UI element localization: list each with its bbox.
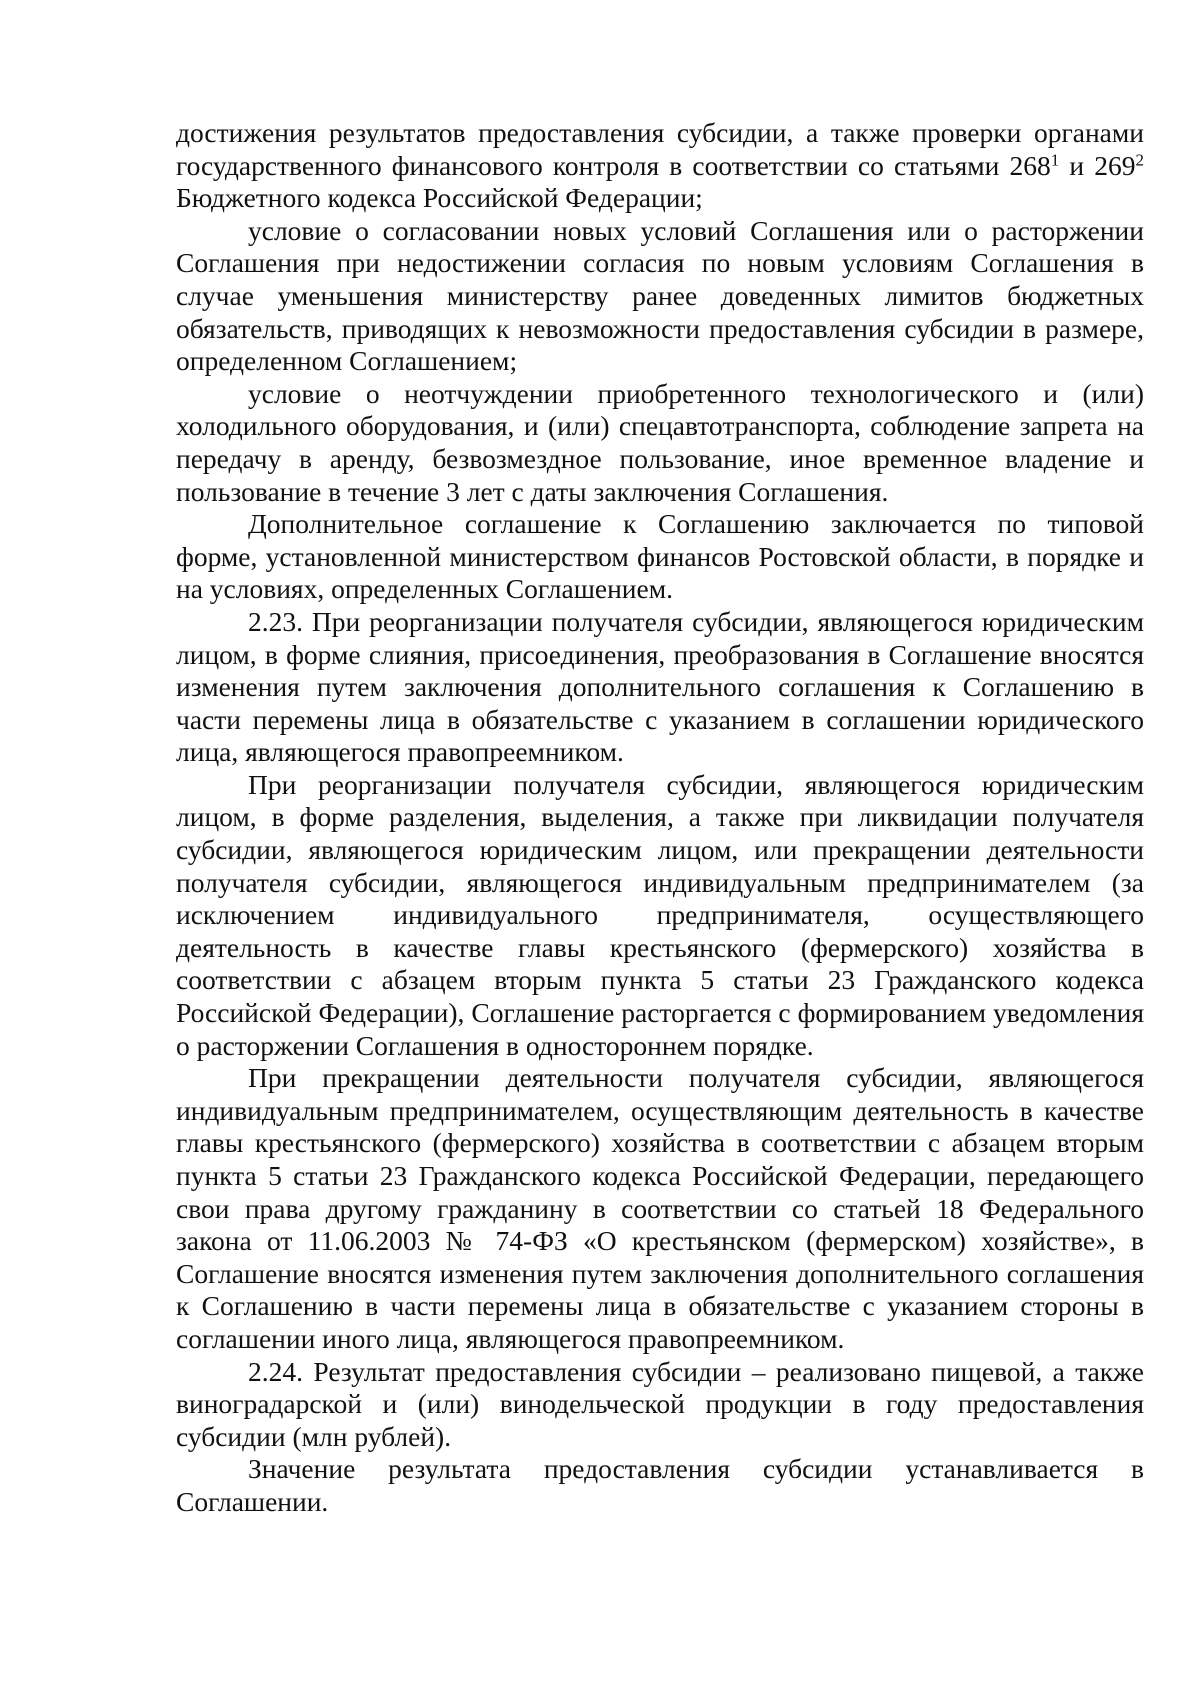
text-segment: и 269 (1059, 149, 1136, 181)
text-segment: достижения результатов предоставления субсидии, а также проверки органами государственного финансового контроля в соответствии со статьями 268 (176, 117, 1144, 181)
paragraph-budget-code-reference (176, 117, 1144, 215)
paragraph-clause-2-23: 2.23. При реорганизации получателя субсидии, являющегося юридическим лицом, в форме слияния, присоединения, преобразования в Соглашение вносятся изменения путем заключения дополнительного соглашения к Соглашению в части перемены лица в обязательстве с указанием в соглашении юридического лица, являющегося правопреемником. (176, 605, 1144, 768)
superscript: 2 (1135, 150, 1144, 170)
paragraph-clause-2-24: 2.24. Результат предоставления субсидии – реализовано пищевой, а также виноградарской и (или) винодельческой продукции в году предоставления субсидии (млн рублей). (176, 1355, 1144, 1452)
paragraph-result-value: Значение результата предоставления субсидии устанавливается в Соглашении. (176, 1453, 1144, 1517)
paragraph-reorganization-termination: При реорганизации получателя субсидии, являющегося юридическим лицом, в форме разделения, выделения, а также при ликвидации получателя субсидии, являющегося юридическим лицом, или прекращении деятельности получателя субсидии, являющегося индивидуальным предпринимателем (за исключением индивидуального предпринимателя, осуществляющего деятельность в качестве главы крестьянского (фермерского) хозяйства в соответствии с абзацем вторым пункта 5 статьи 23 Гражданского кодекса Российской Федерации), Соглашение расторгается с формированием уведомления о расторжении Соглашения в одностороннем порядке. (176, 768, 1144, 1061)
text-segment: Бюджетного кодекса Российской Федерации; (176, 182, 703, 214)
superscript: 1 (1050, 150, 1060, 170)
paragraph-additional-agreement: Дополнительное соглашение к Соглашению заключается по типовой форме, установленной министерством финансов Ростовской области, в порядке и на условиях, определенных Соглашением. (176, 508, 1144, 605)
paragraph-agreement-conditions: условие о согласовании новых условий Соглашения или о расторжении Соглашения при недостижении согласия по новым условиям Соглашения в случае уменьшения министерству ранее доведенных лимитов бюджетных обязательств, приводящих к невозможности предоставления субсидии в размере, определенном Соглашением; (176, 214, 1144, 377)
paragraph-non-alienation-condition: условие о неотчуждении приобретенного технологического и (или) холодильного оборудования, и (или) спецавтотранспорта, соблюдение запрета на передачу в аренду, безвозмездное пользование, иное временное владение и пользование в течение 3 лет с даты заключения Соглашения. (176, 377, 1144, 507)
paragraph-farm-termination: При прекращении деятельности получателя субсидии, являющегося индивидуальным предпринимателем, осуществляющим деятельность в качестве главы крестьянского (фермерского) хозяйства в соответствии с абзацем вторым пункта 5 статьи 23 Гражданского кодекса Российской Федерации, передающего свои права другому гражданину в соответствии со статьей 18 Федерального закона от 11.06.2003 № 74-ФЗ «О крестьянском (фермерском) хозяйстве», в Соглашение вносятся изменения путем заключения дополнительного соглашения к Соглашению в части перемены лица в обязательстве с указанием стороны в соглашении иного лица, являющегося правопреемником. (176, 1062, 1144, 1354)
document-page (176, 117, 1144, 1519)
